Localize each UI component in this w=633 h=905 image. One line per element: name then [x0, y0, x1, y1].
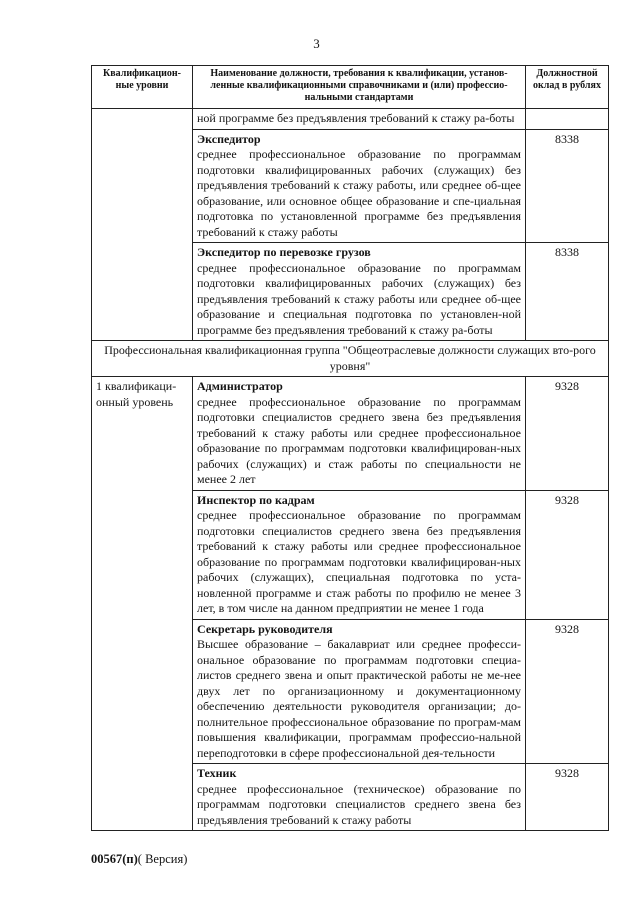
position-requirements: Высшее образование – бакалавриат или среднее професси-ональное образование по программам подготовки специа-листов среднего звена и опыт практической работы не ме-нее двух лет по организационному и документационному обеспечению деятельности руководителя организации; до-полнительное профессиональное образование по програм-мам повышения квалификации, программам профессио-нальной переподготовки в сфере профессиональной дея-тельности	[197, 637, 521, 760]
table-row	[92, 109, 609, 130]
position-cell	[193, 109, 526, 130]
header-qualification-levels: Квалификацион-ные уровни	[92, 66, 193, 109]
position-title: Экспедитор по перевозке грузов	[197, 245, 371, 259]
position-cell	[193, 764, 526, 831]
page-number: 3	[313, 36, 320, 51]
position-cell	[193, 243, 526, 341]
salary-value: 8338	[526, 129, 609, 243]
table-header-row	[92, 66, 609, 109]
position-title: Экспедитор	[197, 131, 261, 146]
position-cell	[193, 490, 526, 619]
continuation-text: ной программе без предъявления требований к стажу ра-боты	[197, 111, 515, 125]
position-requirements: среднее профессиональное образование по программам подготовки специалистов среднего звена без предъявления требований к стажу работы или среднее профессиональное образование по программам подготовки квалифицирован-ных рабочих (служащих) и стаж работы по специальности не менее 2 лет	[197, 394, 521, 486]
position-cell	[193, 619, 526, 764]
salary-cell-empty	[526, 109, 609, 130]
salary-value: 8338	[526, 243, 609, 341]
level-cell-empty	[92, 109, 193, 341]
position-cell	[193, 377, 526, 491]
group-title: Профессиональная квалификационная группа "Общеотраслевые должности служащих вто-рого уровня"	[92, 341, 609, 377]
qualification-level: 1 квалификаци-онный уровень	[92, 377, 193, 831]
position-cell	[193, 129, 526, 243]
position-requirements: среднее профессиональное (техническое) образование по программам подготовки специалистов среднего звена без предъявления требований к стажу работы	[197, 781, 521, 827]
header-salary: Должностной оклад в рублях	[526, 66, 609, 109]
salary-value: 9328	[526, 490, 609, 619]
document-footer	[91, 852, 187, 867]
header-position-requirements: Наименование должности, требования к квалификации, установ-ленные квалификационными справочниками и (или) профессио-нальными стандартами	[193, 66, 526, 109]
position-title: Секретарь руководителя	[197, 621, 333, 636]
position-requirements: среднее профессиональное образование по программам подготовки квалифицированных рабочих (служащих) без предъявления требований к стажу работы, или среднее об-щее образование, или основное общее образование и спе-циальная подготовка по установленной программе без предъявления требований к стажу работы	[197, 147, 521, 239]
position-requirements: среднее профессиональное образование по программам подготовки квалифицированных рабочих (служащих) без предъявления требований к стажу работы или среднее об-щее образование и специальная подготовка по установлен-ной программе без предъявления требований к стажу ра-боты	[197, 260, 521, 337]
salary-value: 9328	[526, 619, 609, 764]
document-code: 00567(п)	[91, 852, 138, 866]
document-version: ( Версия)	[137, 852, 188, 866]
position-title: Техник	[197, 766, 237, 780]
position-title: Администратор	[197, 379, 283, 393]
position-requirements: среднее профессиональное образование по программам подготовки специалистов среднего звена без предъявления требований к стажу работы или среднее профессиональное образование по программам подготовки квалифицирован-ных рабочих (служащих), специальная подготовка по уста-новленной программе и стаж работы по профилю не менее 3 лет, в том числе на данном предприятии не менее 1 года	[197, 508, 521, 615]
position-title: Инспектор по кадрам	[197, 492, 315, 507]
salary-value: 9328	[526, 764, 609, 831]
table-row	[92, 377, 609, 491]
group-title-row	[92, 341, 609, 377]
salary-table	[91, 65, 609, 831]
salary-value: 9328	[526, 377, 609, 491]
